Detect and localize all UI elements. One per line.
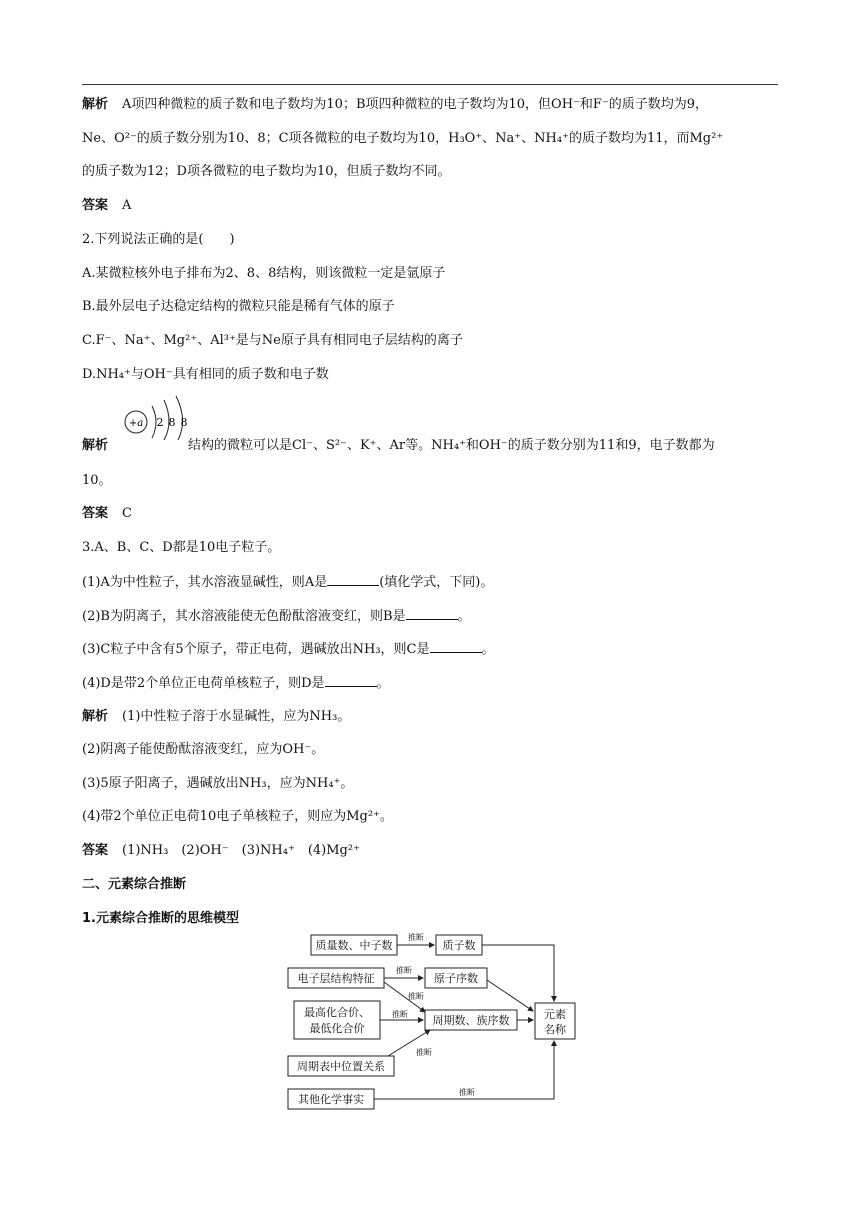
question-3-stem: 3.A、B、C、D都是10电子粒子。 xyxy=(82,540,281,555)
answer-blank[interactable] xyxy=(430,640,482,653)
question-2-stem: 2.下列说法正确的是( ) xyxy=(82,232,235,247)
analysis-label: 解析 xyxy=(82,97,109,112)
analysis-label: 解析 xyxy=(82,438,109,453)
label-period-group: 周期数、族序数 xyxy=(432,1014,510,1027)
analysis-text: 结构的微粒可以是Cl⁻、S²⁻、K⁺、Ar等。NH₄⁺和OH⁻的质子数分别为11和9，电子数都为 xyxy=(188,438,715,453)
analysis-1-line-1 xyxy=(82,96,782,114)
answer-value: C xyxy=(122,506,132,521)
arrow-label: 推断 xyxy=(408,933,424,942)
part-text: (3)C粒子中含有5个原子，带正电荷，遇碱放出NH₃，则C是 xyxy=(82,642,430,657)
analysis-text: (1)中性粒子溶于水显碱性，应为NH₃。 xyxy=(122,709,351,724)
analysis-3-line-1 xyxy=(82,708,782,726)
answer-label: 答案 xyxy=(82,198,109,213)
part-text: (2)B为阴离子，其水溶液能使无色酚酞溶液变红，则B是 xyxy=(82,609,406,624)
analysis-3-line-3: (3)5原子阳离子，遇碱放出NH₃，应为NH₄⁺。 xyxy=(82,776,354,791)
part-text: 。 xyxy=(481,642,495,657)
shell-arc-1 xyxy=(152,406,156,438)
question-3-part-1 xyxy=(82,573,782,592)
arrow-label: 推断 xyxy=(416,1048,432,1057)
label-other-facts: 其他化学事实 xyxy=(298,1093,364,1106)
question-2-option-b: B.最外层电子达稳定结构的微粒只能是稀有气体的原子 xyxy=(82,299,395,314)
answer-label: 答案 xyxy=(82,843,109,858)
answer-1 xyxy=(82,197,782,215)
answer-value: (1)NH₃ (2)OH⁻ (3)NH₄⁺ (4)Mg²⁺ xyxy=(122,843,360,858)
arrow-label: 推断 xyxy=(459,1088,475,1097)
question-2-option-a: A.某微粒核外电子排布为2、8、8结构，则该微粒一定是氩原子 xyxy=(82,266,446,281)
shell-count-3: 8 xyxy=(180,416,188,429)
part-text: (1)A为中性粒子，其水溶液显碱性，则A是 xyxy=(82,575,328,590)
analysis-label: 解析 xyxy=(82,709,109,724)
arrow-label: 推断 xyxy=(392,1010,408,1019)
analysis-2-line-2: 10。 xyxy=(82,473,112,488)
label-electron-shell: 电子层结构特征 xyxy=(297,972,375,985)
answer-blank[interactable] xyxy=(327,573,379,586)
question-3-part-4 xyxy=(82,674,782,693)
label-element-name-1: 元素 xyxy=(544,1008,566,1021)
section-heading: 二、元素综合推断 xyxy=(82,877,187,892)
arrow-label: 推断 xyxy=(396,966,412,975)
analysis-2-line-1 xyxy=(82,437,782,455)
label-valence-min: 最低化合价 xyxy=(309,1022,365,1035)
analysis-1-line-3: 的质子数为12；D项各微粒的电子数均为10，但质子数均不同。 xyxy=(82,164,451,179)
label-proton-number: 质子数 xyxy=(442,939,476,952)
part-text: (4)D是带2个单位正电荷单核粒子，则D是 xyxy=(82,676,325,691)
answer-label: 答案 xyxy=(82,506,109,521)
answer-3 xyxy=(82,842,782,860)
question-3-part-3 xyxy=(82,640,782,659)
answer-2 xyxy=(82,505,782,523)
label-atomic-number: 原子序数 xyxy=(434,972,478,985)
shell-count-1: 2 xyxy=(156,416,164,429)
element-inference-flow-diagram xyxy=(282,928,582,1118)
nucleus-charge: +a xyxy=(128,418,144,429)
label-mass-neutron: 质量数、中子数 xyxy=(315,939,393,952)
answer-blank[interactable] xyxy=(325,674,377,687)
atom-structure-diagram xyxy=(120,392,200,440)
shell-count-2: 8 xyxy=(168,416,176,429)
label-table-position: 周期表中位置关系 xyxy=(297,1060,385,1073)
label-element-name-2: 名称 xyxy=(544,1023,566,1036)
analysis-1-line-2: Ne、O²⁻的质子数分别为10、8；C项各微粒的电子数均为10，H₃O⁺、Na⁺、NH₄⁺的质子数均为11，而Mg²⁺ xyxy=(82,131,724,146)
question-2-option-d: D.NH₄⁺与OH⁻具有相同的质子数和电子数 xyxy=(82,367,329,382)
label-valence-max: 最高化合价、 xyxy=(304,1006,370,1019)
part-text: 。 xyxy=(376,676,390,691)
answer-value: A xyxy=(122,198,132,213)
arrow-label: 推断 xyxy=(408,992,424,1001)
answer-blank[interactable] xyxy=(406,607,458,620)
analysis-text: A项四种微粒的质子数和电子数均为10；B项四种微粒的电子数均为10，但OH⁻和F⁻的质子数均为9， xyxy=(122,97,709,112)
analysis-3-line-2: (2)阴离子能使酚酞溶液变红，应为OH⁻。 xyxy=(82,742,325,757)
subsection-heading: 1.元素综合推断的思维模型 xyxy=(82,911,239,926)
part-text: (填化学式，下同)。 xyxy=(379,575,494,590)
top-rule xyxy=(82,84,778,85)
analysis-3-line-4: (4)带2个单位正电荷10电子单核粒子，则应为Mg²⁺。 xyxy=(82,809,393,824)
part-text: 。 xyxy=(457,609,471,624)
question-3-part-2 xyxy=(82,607,782,626)
question-2-option-c: C.F⁻、Na⁺、Mg²⁺、Al³⁺是与Ne原子具有相同电子层结构的离子 xyxy=(82,333,463,348)
